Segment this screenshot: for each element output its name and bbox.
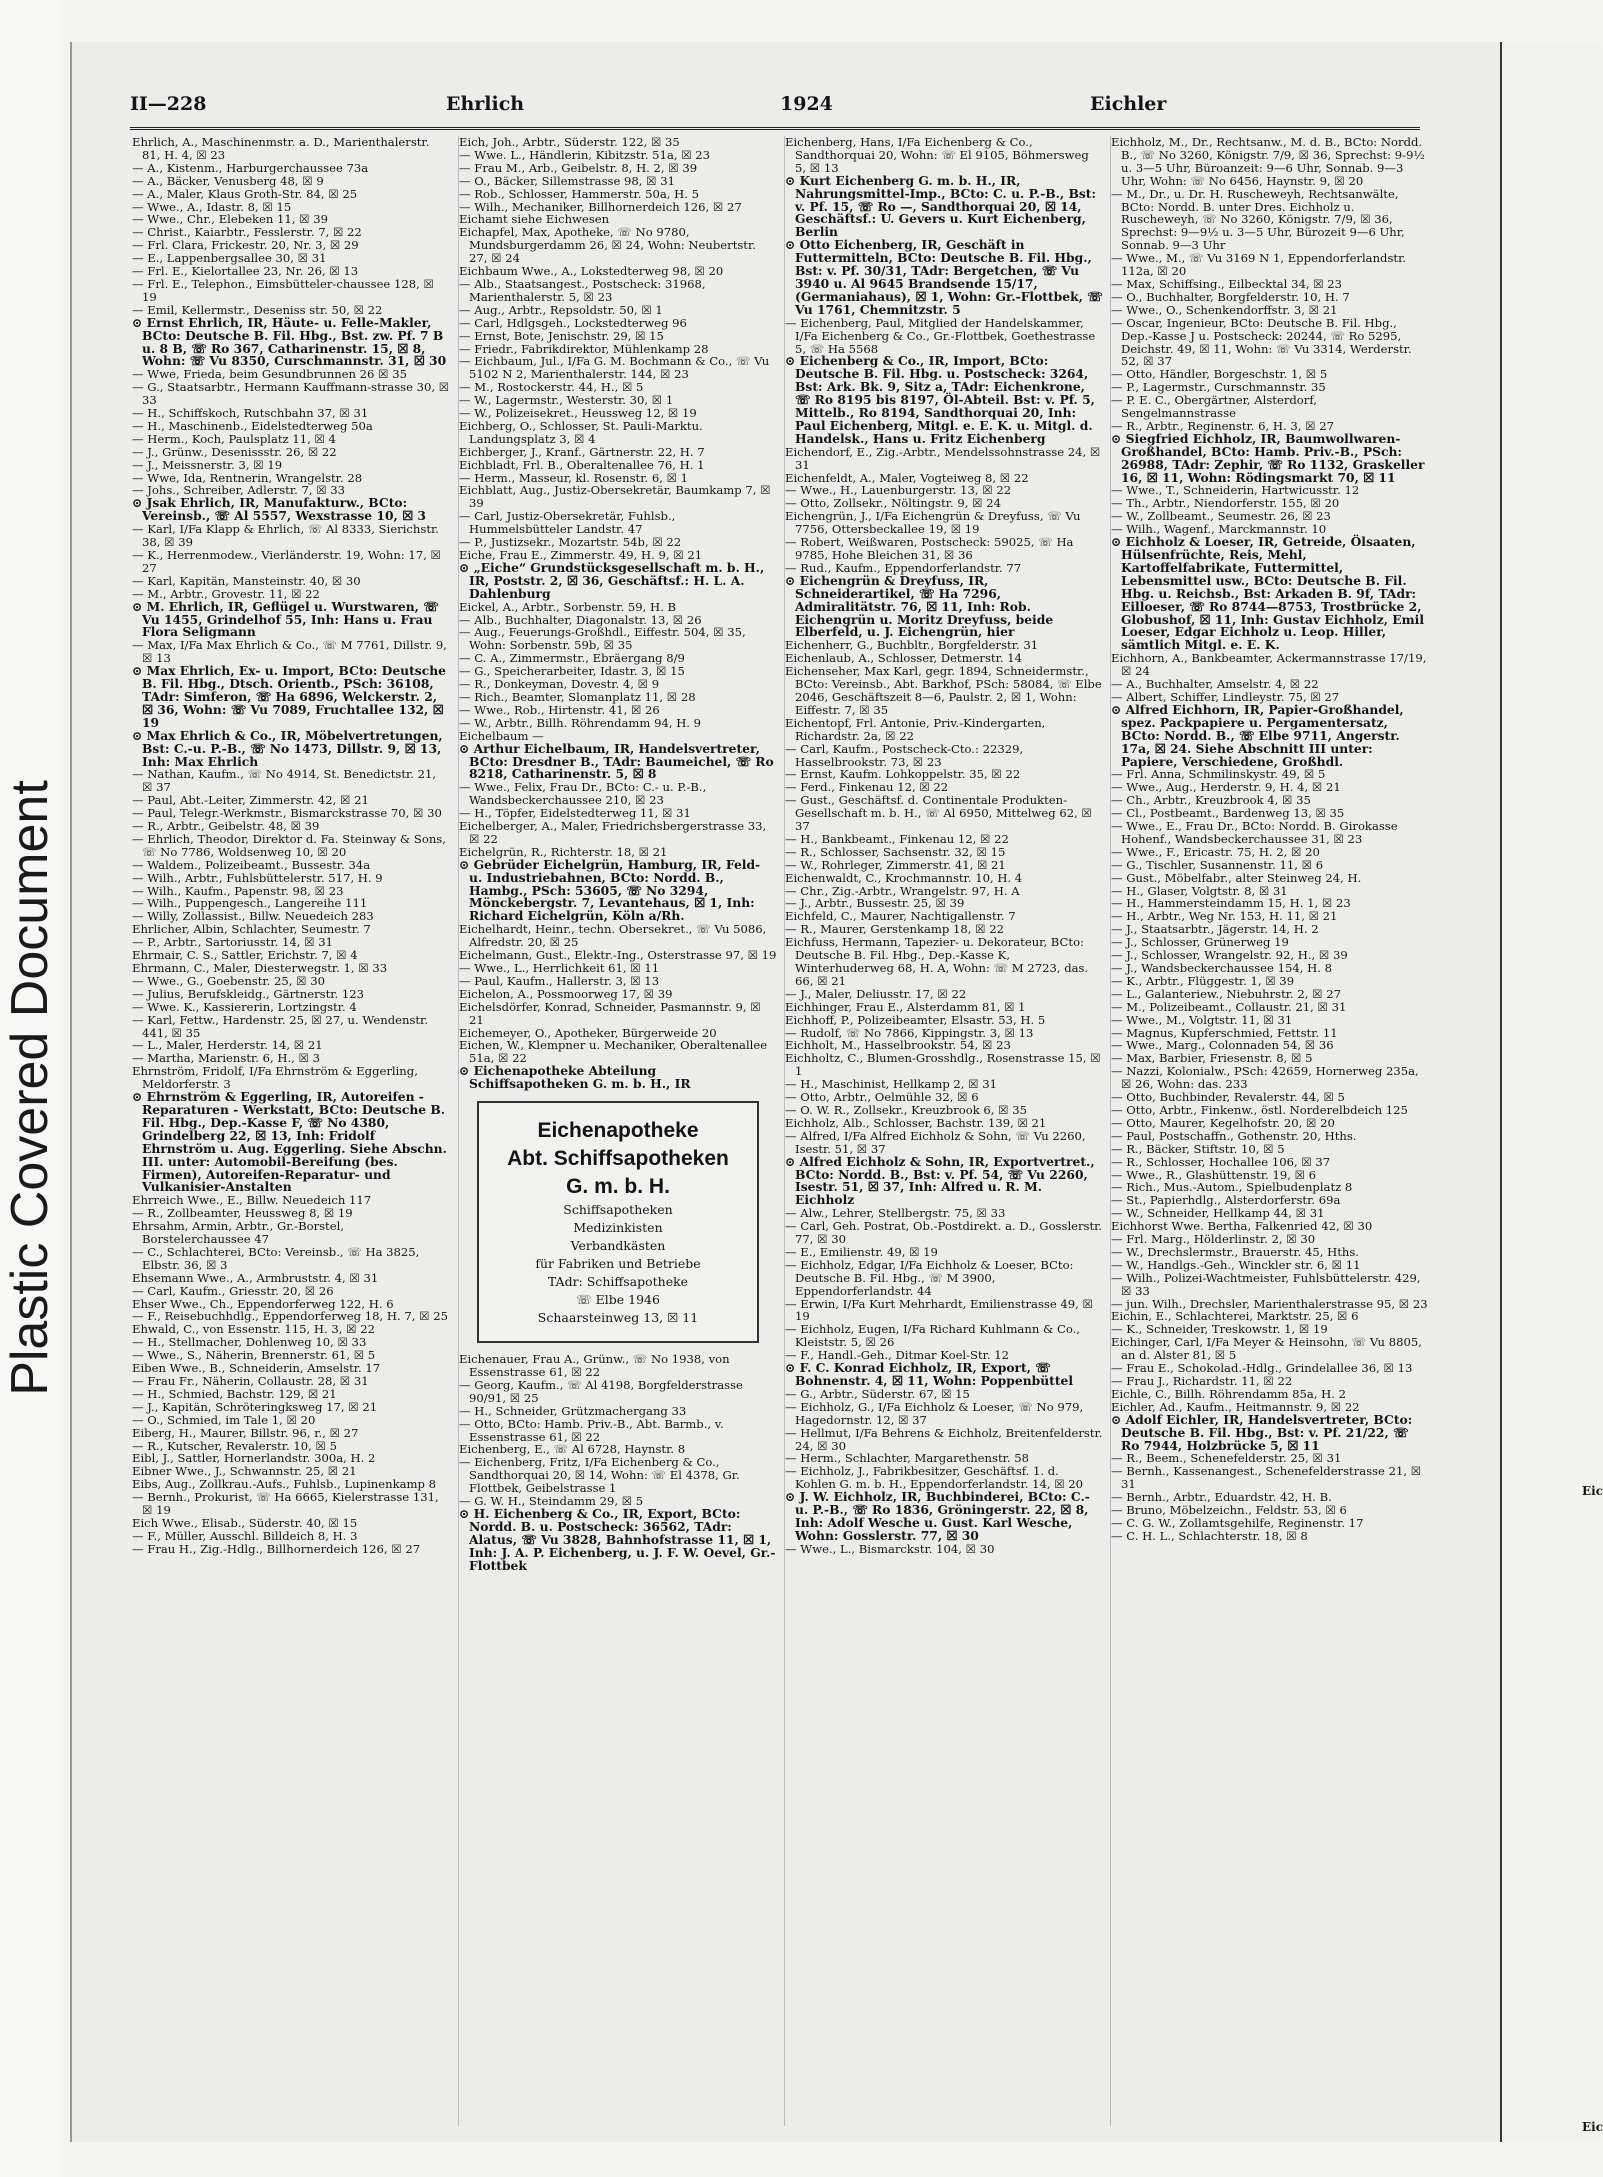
ad-line: Schiffsapotheken [563,1202,673,1218]
directory-entry: — Ch., Arbtr., Kreuzbrook 4, ☒ 35 [1111,793,1311,808]
directory-entry: — Herm., Koch, Paulsplatz 11, ☒ 4 [132,431,336,446]
directory-entry: — Wwe., G., Goebenstr. 25, ☒ 30 [132,973,325,988]
directory-entry: Ehrsahm, Armin, Arbtr., Gr.-Borstel, Borstelerchaussee 47 [132,1219,344,1247]
directory-entry: — Bernh., Kassenangest., Schenefelderstrasse 21, ☒ 31 [1111,1464,1422,1492]
directory-entry: — R., Donkeyman, Dovestr. 4, ☒ 9 [459,677,660,692]
directory-entry: — H., Schmied, Bachstr. 129, ☒ 21 [132,1386,337,1401]
directory-entry: — Wwe., L., Bismarckstr. 104, ☒ 30 [785,1541,995,1556]
directory-entry: — Otto, Arbtr., Finkenw., östl. Norderelbdeich 125 [1111,1102,1408,1117]
directory-entry: — Th., Arbtr., Niendorferstr. 155, ☒ 20 [1111,496,1340,511]
directory-entry: — Gust., Geschäftsf. d. Continentale Produkten-Gesellschaft m. b. H., ☏ Al 6950, Mittelweg 62, ☒ 37 [785,793,1092,834]
directory-entry: — Wwe., Rob., Hirtenstr. 41, ☒ 26 [459,702,660,717]
directory-entry: — Julius, Berufskleidg., Gärtnerstr. 123 [132,986,365,1001]
directory-entry: — Wwe., M., ☏ Vu 3169 N 1, Eppendorferlandstr. 112a, ☒ 20 [1111,251,1407,279]
ad-title: Abt. Schiffsapotheken [507,1147,729,1171]
directory-entry: — R., Arbtr., Geibelstr. 48, ☒ 39 [132,819,320,834]
directory-entry: Ehrmair, C. S., Sattler, Erichstr. 7, ☒ 4 [132,948,358,963]
directory-entry: — P. E. C., Obergärtner, Alsterdorf, Sengelmannstrasse [1111,393,1317,421]
directory-entry: ⊙ Eichenberg & Co., IR, Import, BCto: Deutsche B. Fil. Hbg. u. Postscheck: 3264, Bst: Ark. Bk. 9, Sitz a, TAdr: Eichenkrone, ☏ Ro 8195 bis 8197, Öl-Abteil. Bst: v. Pf. 5, Mittelb., Ro 8194, Sandthorquai 20, Inh: Paul Eichenberg, Mitgl. e. E. K. u. Mitgl. d. Handelsk., Hans u. Fritz Eichenberg [785,353,1095,446]
directory-entry: Eichamt siehe Eichwesen [459,212,610,227]
directory-entry: — O., Schmied, im Tale 1, ☒ 20 [132,1412,316,1427]
directory-entry: ⊙ Alfred Eichholz & Sohn, IR, Exportvertret., BCto: Nordd. B., Bst: v. Pf. 54, ☏ Vu 2260, Isestr. 51, ☒ 37, Inh: Alfred u. R. M. Eichholz [785,1153,1095,1208]
directory-entry: — A., Kistenm., Harburgerchaussee 73a [132,160,369,175]
directory-entry: — J., Staatsarbtr., Jägerstr. 14, H. 2 [1111,922,1319,937]
directory-entry: Eichenseher, Max Karl, gegr. 1894, Schneidermstr., BCto: Vereinsb., Abt. Barkhof, PSch: 58084, ☏ Elbe 2046, Geschäftszeit 8—6, Paulstr. 2, ☒ 1, Wohn: Eiffestr. 7, ☒ 35 [785,664,1102,717]
directory-entry: Eichentopf, Frl. Antonie, Priv.-Kindergarten, Richardstr. 2a, ☒ 22 [785,715,1046,743]
directory-entry: — Otto, BCto: Hamb. Priv.-B., Abt. Barmb., v. Essenstrasse 61, ☒ 22 [459,1416,724,1444]
directory-entry: — Bernh., Arbtr., Eduardstr. 42, H. B. [1111,1490,1332,1505]
directory-entry: — L., Galanteriew., Niebuhrstr. 2, ☒ 27 [1111,986,1341,1001]
directory-entry: — Oscar, Ingenieur, BCto: Deutsche B. Fil. Hbg., Dep.-Kasse J u. Postscheck: 20244, ☏ Ro 5295, Deichstr. 49, ☒ 11, Wohn: ☏ Vu 3314, Werderstr. 52, ☒ 37 [1111,315,1412,369]
ad-line: für Fabriken und Betriebe [535,1256,701,1272]
directory-entry: — Max, I/Fa Max Ehrlich & Co., ☏ M 7761, Dillstr. 9, ☒ 13 [132,638,447,666]
directory-entry: — G., Speicherarbeiter, Idastr. 3, ☒ 15 [459,664,685,679]
directory-entry: — Albert, Schiffer, Lindleystr. 75, ☒ 27 [1111,689,1340,704]
directory-entry: Eichfeld, C., Maurer, Nachtigallenstr. 7 [785,909,1016,924]
directory-entry: — Wwe., O., Schenkendorffstr. 3, ☒ 21 [1111,302,1338,317]
directory-entry: — P., Arbtr., Sartoriusstr. 14, ☒ 31 [132,935,334,950]
directory-entry: — W., Polizeisekret., Heussweg 12, ☒ 19 [459,406,697,421]
directory-entry: Eichelhardt, Heinr., techn. Obersekret., ☏ Vu 5086, Alfredstr. 20, ☒ 25 [459,922,767,950]
directory-entry: Ehrlicher, Albin, Schlachter, Seumestr. 7 [132,922,371,937]
directory-entry: Eichholz, Alb., Schlosser, Bachstr. 139, ☒ 21 [785,1115,1047,1130]
directory-entry: ⊙ H. Eichenberg & Co., IR, Export, BCto: Nordd. B. u. Postscheck: 36562, TAdr: Alatus, ☏ Vu 3828, Bahnhofstrasse 11, ☒ 1, Inh: J. A. P. Eichenberg, u. J. F. W. Oevel, Gr.-Flottbek [459,1505,776,1573]
directory-entry: Eichfuss, Hermann, Tapezier- u. Dekorateur, BCto: Deutsche B. Fil. Hbg., Dep.-Kasse K, Winterhuderweg 68, H. A, Wohn: ☏ M 2723, das. 66, ☒ 21 [785,935,1089,988]
directory-entry: Eichberg, O., Schlosser, St. Pauli-Marktu. Landungsplatz 3, ☒ 4 [459,418,703,446]
directory-entry: — H., Schiffskoch, Rutschbahn 37, ☒ 31 [132,406,369,421]
directory-entry: Eichelberger, A., Maler, Friedrichsbergerstrasse 33, ☒ 22 [459,819,767,846]
directory-entry: — A., Maler, Klaus Groth-Str. 84, ☒ 25 [132,186,358,201]
directory-entry: Ehrnström, Fridolf, I/Fa Ehrnström & Eggerling, Meldorferstr. 3 [132,1064,418,1092]
directory-entry: — Wwe., T., Schneiderin, Hartwicusstr. 12 [1111,483,1360,498]
directory-entry: — Aug., Arbtr., Repsoldstr. 50, ☒ 1 [459,302,663,317]
directory-entry: — Wwe., L., Herrlichkeit 61, ☒ 11 [459,961,660,975]
directory-entry: — Max, Schiffsing., Eilbecktal 34, ☒ 23 [1111,276,1343,291]
edge-mark: Eic [1582,1484,1603,1498]
directory-entry: Eichholt, M., Hasselbrookstr. 54, ☒ 23 [785,1038,1011,1053]
directory-entry: ⊙ Max Ehrlich, Ex- u. Import, BCto: Deutsche B. Fil. Hbg., Dtsch. Orientb., PSch: 36108, TAdr: Simferon, ☏ Ha 6896, Welckerstr. 2, ☒ 36, Wohn: ☏ Vu 7089, Fruchtallee 132, ☒ 19 [132,663,446,730]
directory-entry: Eichelmann, Gust., Elektr.-Ing., Osterstrasse 97, ☒ 19 [459,948,777,963]
directory-entry: — J., Kapitän, Schröteringksweg 17, ☒ 21 [132,1399,378,1414]
directory-entry: ⊙ Gebrüder Eichelgrün, Hamburg, IR, Feld- u. Industriebahnen, BCto: Nordd. B., Hambg., PSch: 53605, ☏ No 3294, Mönckebergstr. 7, Levantehaus, ☒ 1, Inh: Richard Eichelgrün, Köln a/Rh. [459,856,761,924]
directory-entry: — St., Papierhdlg., Alsterdorferstr. 69a [1111,1193,1341,1208]
ad-line: Verbandkästen [570,1238,666,1254]
directory-entry: — R., Arbtr., Reginenstr. 6, H. 3, ☒ 27 [1111,418,1334,433]
directory-entry: — Martha, Marienstr. 6, H., ☒ 3 [132,1051,320,1066]
directory-entry: — Carl, Justiz-Obersekretär, Fuhlsb., Hummelsbütteler Landstr. 47 [459,509,676,537]
directory-entry: — W., Handlgs.-Geh., Winckler str. 6, ☒ 11 [1111,1257,1361,1272]
directory-entry: — Carl, Kaufm., Postscheck-Cto.: 22329, Hasselbrookstr. 73, ☒ 23 [785,741,1024,769]
directory-entry: Eibner Wwe., J., Schwannstr. 25, ☒ 21 [132,1464,357,1479]
directory-entry: — K., Herrenmodew., Vierländerstr. 19, Wohn: 17, ☒ 27 [132,548,441,575]
directory-entry: ⊙ Adolf Eichler, IR, Handelsvertreter, BCto: Deutsche B. Fil. Hbg., Bst: v. Pf. 21/22, ☏ Ro 7944, Holzbrücke 5, ☒ 11 [1111,1411,1413,1453]
header-year: 1924 [780,93,833,115]
ad-title: G. m. b. H. [566,1175,670,1199]
directory-entry: ⊙ Kurt Eichenberg G. m. b. H., IR, Nahrungsmittel-Imp., BCto: C. u. P.-B., Bst: v. Pf. 15, ☏ Ro —, Sandthorquai 20, ☒ 14, Geschäftsf.: U. Gevers u. Kurt Eichenberg, Berlin [785,172,1096,240]
directory-entry: — J., Schlosser, Grünerweg 19 [1111,935,1289,950]
directory-entry: — L., Maler, Herderstr. 14, ☒ 21 [132,1038,323,1053]
directory-entry: — F., Müller, Ausschl. Billdeich 8, H. 3 [132,1528,358,1543]
directory-entry: — M., Arbtr., Grovestr. 11, ☒ 22 [132,586,320,601]
directory-entry: ⊙ Siegfried Eichholz, IR, Baumwollwaren-Großhandel, BCto: Hamb. Priv.-B., PSch: 26988, TAdr: Zephir, ☏ Ro 1132, Graskeller 16, ☒ 11, Wohn: Rödingsmarkt 70, ☒ 11 [1111,430,1425,485]
directory-entry: — Herm., Schlachter, Margarethenstr. 58 [785,1451,1029,1466]
directory-entry: Eichenwaldt, C., Krochmannstr. 10, H. 4 [785,870,1023,885]
directory-entry: Ehsemann Wwe., A., Armbruststr. 4, ☒ 31 [132,1270,379,1285]
directory-entry: — Ernst, Bote, Jenischstr. 29, ☒ 15 [459,328,664,343]
directory-entry: — R., Zollbeamter, Heussweg 8, ☒ 19 [132,1206,353,1221]
directory-entry: — Wwe., M., Volgtstr. 11, ☒ 31 [1111,1012,1293,1027]
directory-entry: — O. W. R., Zollsekr., Kreuzbrook 6, ☒ 35 [785,1102,1027,1117]
header-left-word: Ehrlich [446,93,525,115]
directory-entry: — H., Maschinenb., Eidelstedterweg 50a [132,418,373,433]
directory-entry: — Wwe., Marg., Colonnaden 54, ☒ 36 [1111,1038,1334,1053]
directory-entry: ⊙ Otto Eichenberg, IR, Geschäft in Futtermitteln, BCto: Deutsche B. Fil. Hbg., Bst: v. Pf. 30/31, TAdr: Bergetchen, ☏ Vu 3940 u. Al 9645 Brandsende 15/17, (Germaniahaus), ☒ 1, Wohn: Gr.-Flottbek, ☏ Vu 1761, Chemnitzstr. 5 [785,237,1103,317]
directory-entry: — Wwe., A., Idastr. 8, ☒ 15 [132,199,292,214]
directory-entry: — E., Emilienstr. 49, ☒ 19 [785,1244,938,1259]
directory-entry: Eichenberg, E., ☏ Al 6728, Haynstr. 8 [459,1442,686,1457]
directory-entry: — Wilh., Polizei-Wachtmeister, Fuhlsbüttelerstr. 429, ☒ 33 [1111,1270,1421,1298]
directory-entry: — Friedr., Fabrikdirektor, Mühlenkamp 28 [459,341,709,356]
directory-entry: — Wwe. K., Kassiererin, Lortzingstr. 4 [132,999,357,1014]
directory-entry: Eichen, W., Klempner u. Mechaniker, Oberaltenallee 51a, ☒ 22 [459,1038,768,1066]
directory-entry: — Paul, Abt.-Leiter, Zimmerstr. 42, ☒ 21 [132,793,369,808]
directory-entry: — Rudolf, ☏ No 7866, Kippingstr. 3, ☒ 13 [785,1025,1034,1040]
directory-entry: — Ferd., Finkenau 12, ☒ 22 [785,780,949,795]
directory-entry: Eiben Wwe., B., Schneiderin, Amselstr. 17 [132,1361,381,1376]
directory-entry: — Karl, Fettw., Hardenstr. 25, ☒ 27, u. Wendenstr. 441, ☒ 35 [132,1012,428,1040]
directory-entry: — K., Arbtr., Flüggestr. 1, ☒ 39 [1111,973,1295,988]
directory-entry: — P., Justizsekr., Mozartstr. 54b, ☒ 22 [459,535,682,550]
directory-entry: — G. W. H., Steindamm 29, ☒ 5 [459,1494,644,1509]
directory-column-1 [132,136,450,2126]
directory-entry: Eichholtz, C., Blumen-Grosshdlg., Rosenstrasse 15, ☒ 1 [785,1051,1101,1079]
directory-entry: — Rob., Schlosser, Hammerstr. 50a, H. 5 [459,186,700,201]
directory-entry: — Johs., Schreiber, Adlerstr. 7, ☒ 33 [132,483,346,498]
directory-entry: — R., Schlosser, Sachsenstr. 32, ☒ 15 [785,844,1006,859]
directory-entry: — A., Buchhalter, Amselstr. 4, ☒ 22 [1111,677,1319,692]
directory-entry: — Wwe., Chr., Elebeken 11, ☒ 39 [132,212,329,227]
directory-entry: — Frau M., Arb., Geibelstr. 8, H. 2, ☒ 39 [459,160,698,175]
directory-entry: — Carl, Geh. Postrat, Ob.-Postdirekt. a. D., Gosslerstr. 77, ☒ 30 [785,1219,1103,1247]
directory-entry: — Frl. Anna, Schmilinskystr. 49, ☒ 5 [1111,767,1326,782]
directory-entry: — Eichenberg, Paul, Mitglied der Handelskammer, I/Fa Eichenberg & Co., Gr.-Flottbek, Goethestrasse 5, ☏ Ha 5568 [785,315,1096,356]
ad-line: Medizinkisten [573,1220,663,1236]
directory-entry: Eichenberg, Hans, I/Fa Eichenberg & Co., Sandthorquai 20, Wohn: ☏ El 9105, Böhmersweg 5, ☒ 13 [785,135,1089,175]
directory-entry: — Carl, Kaufm., Griesstr. 20, ☒ 26 [132,1283,334,1298]
directory-entry: ⊙ J. W. Eichholz, IR, Buchbinderei, BCto: C.- u. P.-B., ☏ Ro 1836, Gröningerstr. 22, ☒ 8, Inh: Adolf Wesche u. Gust. Karl Wesche, Wohn: Gosslerstr. 77, ☒ 30 [785,1489,1090,1543]
directory-entry: ⊙ Ernst Ehrlich, IR, Häute- u. Felle-Makler, BCto: Deutsche B. Fil. Hbg., Bst. zw. Pf. 7 B u. 8 B, ☏ Ro 367, Catharinenstr. 15, ☒ 8, Wohn: ☏ Vu 8350, Curschmannstr. 31, ☒ 30 [132,314,447,369]
directory-entry: — Wilh., Mechaniker, Billhornerdeich 126, ☒ 27 [459,199,742,214]
edge-mark: Eic [1582,2120,1603,2134]
directory-entry: — H., Hammersteindamm 15, H. 1, ☒ 23 [1111,896,1351,911]
directory-entry: — Bruno, Möbelzeichn., Feldstr. 53, ☒ 6 [1111,1503,1347,1518]
advertisement-box [477,1101,759,1343]
directory-entry: — W., Zollbeamt., Seumestr. 26, ☒ 23 [1111,509,1331,524]
directory-entry: — Herm., Masseur, kl. Rosenstr. 6, ☒ 1 [459,470,689,485]
directory-entry: — Magnus, Kupferschmied, Fettstr. 11 [1111,1025,1338,1040]
directory-entry: Eichle, C., Billh. Röhrendamm 85a, H. 2 [1111,1386,1347,1401]
directory-entry: — M., Dr., u. Dr. H. Ruscheweyh, Rechtsanwälte, BCto: Nordd. B. unter Dres. Eichholz u. Ruscheweyh, ☏ No 3260, Königstr. 7/9, ☒ 36, Sprechst: 9—9½ u. 3—5 Uhr, Bürozeit 9—6 Uhr, Sonnab. 9—3 Uhr [1111,186,1405,253]
directory-entry: Eichelsdörfer, Konrad, Schneider, Pasmannstr. 9, ☒ 21 [459,999,761,1027]
directory-entry: Eiche, Frau E., Zimmerstr. 49, H. 9, ☒ 21 [459,548,703,562]
directory-entry: — Paul, Telegr.-Werkmstr., Bismarckstrasse 70, ☒ 30 [132,806,442,821]
directory-entry: Eichelon, A., Possmoorweg 17, ☒ 39 [459,986,673,1001]
directory-entry: — J., Maler, Deliusstr. 17, ☒ 22 [785,986,967,1001]
directory-entry: Ehrreich Wwe., E., Billw. Neuedeich 117 [132,1193,372,1208]
next-page-edge [1500,42,1602,2142]
directory-entry: ⊙ Jsak Ehrlich, IR, Manufakturw., BCto: Vereinsb., ☏ Al 5557, Wexstrasse 10, ☒ 3 [132,495,426,524]
directory-entry: — C., Schlachterei, BCto: Vereinsb., ☏ Ha 3825, Elbstr. 36, ☒ 3 [132,1244,420,1272]
directory-entry: — Otto, Maurer, Kegelhofstr. 20, ☒ 20 [1111,1115,1335,1130]
directory-entry: — Wilh., Puppengesch., Langereihe 111 [132,896,368,911]
directory-entry: — F., Handl.-Geh., Ditmar Koel-Str. 12 [785,1348,1010,1363]
directory-entry: — H., Töpfer, Eidelstedterweg 11, ☒ 31 [459,806,691,821]
directory-entry: — J., Meissnerstr. 3, ☒ 19 [132,457,283,472]
directory-entry: — Rud., Kaufm., Eppendorferlandstr. 77 [785,560,1022,575]
directory-entry: — Paul, Kaufm., Hallerstr. 3, ☒ 13 [459,973,660,988]
directory-entry: Eickel, A., Arbtr., Sorbenstr. 59, H. B [459,599,676,614]
directory-entry: — Frl. Clara, Frickestr. 20, Nr. 3, ☒ 29 [132,238,359,253]
directory-entry: — Nathan, Kaufm., ☏ No 4914, St. Benedictstr. 21, ☒ 37 [132,767,437,795]
directory-entry: — Rich., Mus.-Autom., Spielbudenplatz 8 [1111,1180,1353,1195]
directory-entry: — Cl., Postbeamt., Bardenweg 13, ☒ 35 [1111,806,1345,821]
directory-entry: Ehser Wwe., Ch., Eppendorferweg 122, H. 6 [132,1296,394,1311]
directory-entry: Eichinger, Carl, I/Fa Meyer & Heinsohn, ☏ Vu 8805, an d. Alster 81, ☒ 5 [1111,1335,1422,1363]
page-header [130,93,1420,130]
directory-entry: Eibs, Aug., Zollkrau.-Aufs., Fuhlsb., Lupinenkamp 8 [132,1477,436,1492]
directory-entry: — Wwe., S., Näherin, Brennerstr. 61, ☒ 5 [132,1348,376,1363]
directory-entry: — W., Schneider, Hellkamp 44, ☒ 31 [1111,1206,1325,1221]
directory-entry: ⊙ Eichengrün & Dreyfuss, IR, Schneiderartikel, ☏ Ha 7296, Admiralitätstr. 76, ☒ 11, Inh: Rob. Eichengrün u. Moritz Dreyfuss, beide Elberfeld, u. J. Eichengrün, hier [785,572,1054,640]
directory-entry: — Frau J., Richardstr. 11, ☒ 22 [1111,1374,1293,1388]
directory-entry: — H., Bankbeamt., Finkenau 12, ☒ 22 [785,831,1009,846]
directory-entry: Eiberg, H., Maurer, Billstr. 96, r., ☒ 27 [132,1425,359,1440]
directory-entry: — Ehrlich, Theodor, Direktor d. Fa. Steinway & Sons, ☏ No 7786, Woldsenweg 10, ☒ 20 [132,831,446,859]
directory-entry: — jun. Wilh., Drechsler, Marienthalerstrasse 95, ☒ 23 [1111,1296,1428,1311]
directory-entry: — Erwin, I/Fa Kurt Mehrhardt, Emilienstrasse 49, ☒ 19 [785,1296,1093,1324]
directory-entry: Eichenauer, Frau A., Grünw., ☏ No 1938, von Essenstrasse 61, ☒ 22 [459,1352,730,1379]
directory-entry: Ehrlich, A., Maschinenmstr. a. D., Marienthalerstr. 81, H. 4, ☒ 23 [132,135,430,162]
directory-entry: — M., Rostockerstr. 44, H., ☒ 5 [459,380,644,395]
directory-entry: — Wwe., Aug., Herderstr. 9, H. 4, ☒ 21 [1111,780,1341,795]
directory-column-4 [1110,136,1429,2126]
directory-entry: Eichhoff, P., Polizeibeamter, Elsastr. 53, H. 5 [785,1012,1046,1027]
directory-entry: Eichberger, J., Kranf., Gärtnerstr. 22, H. 7 [459,444,705,459]
directory-entry: — R., Beem., Schenefelderstr. 25, ☒ 31 [1111,1451,1342,1466]
directory-entry: — Eichholz, Eugen, I/Fa Richard Kuhlmann & Co., Kleiststr. 5, ☒ 26 [785,1322,1080,1350]
directory-entry: — Ernst, Kaufm. Lohkoppelstr. 35, ☒ 22 [785,767,1021,782]
directory-entry: Eichblatt, Aug., Justiz-Obersekretär, Baumkamp 7, ☒ 39 [459,483,771,511]
directory-entry: Eichhinger, Frau E., Alsterdamm 81, ☒ 1 [785,999,1026,1014]
directory-entry: — K., Schneider, Treskowstr. 1, ☒ 19 [1111,1322,1328,1337]
directory-entry: — Otto, Zollsekr., Nöltingstr. 9, ☒ 24 [785,496,1001,511]
directory-entry: — Frau Fr., Näherin, Collaustr. 28, ☒ 31 [132,1374,369,1388]
directory-entry: — Frl. E., Kielortallee 23, Nr. 26, ☒ 13 [132,264,359,279]
ad-line: ☏ Elbe 1946 [576,1292,660,1308]
directory-entry: ⊙ M. Ehrlich, IR, Geflügel u. Wurstwaren, ☏ Vu 1455, Grindelhof 55, Inh: Hans u. Frau Flora Seligmann [132,598,439,640]
directory-entry: — Wilh., Arbtr., Fuhlsbüttelerstr. 517, H. 9 [132,870,383,885]
directory-entry: — Paul, Postschaffn., Gothenstr. 20, Hths. [1111,1128,1357,1143]
directory-entry: — Waldem., Polizeibeamt., Bussestr. 34a [132,857,371,872]
directory-entry: — Chr., Zig.-Arbtr., Wrangelstr. 97, H. A [785,883,1020,898]
directory-entry: — P., Lagermstr., Curschmannstr. 35 [1111,380,1326,395]
directory-entry: Eibl, J., Sattler, Hornerlandstr. 300a, H. 2 [132,1451,376,1466]
side-label: Plastic Covered Document [1,780,59,1396]
directory-entry: Eichenherr, G., Buchbltr., Borgfelderstr. 31 [785,638,1039,653]
directory-entry: — Alfred, I/Fa Alfred Eichholz & Sohn, ☏ Vu 2260, Isestr. 51, ☒ 37 [785,1128,1086,1156]
directory-entry: — Carl, Hdlgsgeh., Lockstedterweg 96 [459,315,687,330]
directory-entry: — Wwe, Frieda, beim Gesundbrunnen 26 ☒ 35 [132,367,407,382]
directory-entry: — W., Rohrleger, Zimmerstr. 41, ☒ 21 [785,857,1006,872]
directory-entry: — Eichenberg, Fritz, I/Fa Eichenberg & Co., Sandthorquai 20, ☒ 14, Wohn: ☏ El 4378, Gr. Flottbek, Geibelstrasse 1 [459,1455,740,1496]
directory-entry: — Alw., Lehrer, Stellbergstr. 75, ☒ 33 [785,1206,1006,1221]
directory-entry: ⊙ Arthur Eichelbaum, IR, Handelsvertreter, BCto: Dresdner B., TAdr: Baumeichel, ☏ Ro 8218, Catharinenstr. 5, ☒ 8 [459,740,774,782]
directory-entry: — Frl. E., Telephon., Eimsbütteler-chaussee 128, ☒ 19 [132,276,434,304]
directory-entry: Eich, Joh., Arbtr., Süderstr. 122, ☒ 35 [459,135,680,149]
directory-entry: Eichin, E., Schlachterei, Marktstr. 25, ☒ 6 [1111,1309,1359,1324]
directory-entry: — F., Reisebuchhdlg., Eppendorferweg 18, H. 7, ☒ 25 [132,1309,448,1324]
directory-entry: — H., Glaser, Volgtstr. 8, ☒ 31 [1111,883,1288,898]
directory-entry: Eichengrün, J., I/Fa Eichengrün & Dreyfuss, ☏ Vu 7756, Ottersbeckallee 19, ☒ 19 [785,509,1081,537]
directory-entry: — G., Arbtr., Süderstr. 67, ☒ 15 [785,1386,970,1401]
directory-entry: — Eichbaum, Jul., I/Fa G. M. Bochmann & Co., ☏ Vu 5102 N 2, Marienthalerstr. 144, ☒ 23 [459,354,770,382]
directory-entry: ⊙ Eichenapotheke Abteilung Schiffsapotheken G. m. b. H., IR [459,1063,691,1092]
directory-entry: — Wwe., Felix, Frau Dr., BCto: C.- u. P.-B., Wandsbeckerchaussee 210, ☒ 23 [459,780,707,808]
directory-entry: — Karl, I/Fa Klapp & Ehrlich, ☏ Al 8333, Sierichstr. 38, ☒ 39 [132,522,439,550]
directory-column-2 [458,136,777,2126]
directory-entry: — J., Grünw., Desenissstr. 26, ☒ 22 [132,444,337,459]
directory-entry: — R., Bäcker, Stiftstr. 10, ☒ 5 [1111,1141,1285,1156]
directory-entry: — Rich., Beamter, Slomanplatz 11, ☒ 28 [459,689,696,704]
directory-entry: — R., Kutscher, Revalerstr. 10, ☒ 5 [132,1438,337,1453]
directory-entry: — H., Schneider, Grützmachergang 33 [459,1403,687,1418]
directory-entry: ⊙ F. C. Konrad Eichholz, IR, Export, ☏ Bohnenstr. 4, ☒ 11, Wohn: Poppenbüttel [785,1360,1074,1388]
directory-entry: — Christ., Kaiarbtr., Fesslerstr. 7, ☒ 22 [132,225,362,240]
directory-entry: — Alb., Staatsangest., Postscheck: 31968, Marienthalerstr. 5, ☒ 23 [459,276,706,304]
directory-entry: — H., Maschinist, Hellkamp 2, ☒ 31 [785,1077,998,1092]
directory-entry: — Eichholz, Edgar, I/Fa Eichholz & Loeser, BCto: Deutsche B. Fil. Hbg., ☏ M 3900, Eppendorferlandstr. 44 [785,1257,1074,1298]
directory-entry: — Frau E., Schokolad.-Hdlg., Grindelallee 36, ☒ 13 [1111,1361,1413,1376]
side-label-strip [0,0,60,2177]
directory-entry: — E., Lappenbergsallee 30, ☒ 31 [132,251,327,266]
directory-entry: ⊙ Eichholz & Loeser, IR, Getreide, Ölsaaten, Hülsenfrüchte, Reis, Mehl, Kartoffelfabrikate, Futtermittel, Lebensmittel usw., BCto: Deutsche B. Fil. Hbg. u. Reichsb., Bst: Arkaden B. 9f, TAdr: Eilloeser, ☏ Ro 8744—8753, Trostbrücke 2, Globushof, ☒ 11, Inh: Gustav Eichholz, Emil Loeser, Edgar Eichholz u. Leop. Hiller, sämtlich Mitgl. e. E. K. [1111,534,1424,653]
directory-entry: — Bernh., Prokurist, ☏ Ha 6665, Kielerstrasse 131, ☒ 19 [132,1490,439,1518]
directory-entry: — Frl. Marg., Hölderlinstr. 2, ☒ 30 [1111,1232,1316,1247]
directory-entry: — C. G. W., Zollamtsgehilfe, Reginenstr. 17 [1111,1515,1364,1530]
directory-entry: Eichhorn, A., Bankbeamter, Ackermannstrasse 17/19, ☒ 24 [1111,651,1427,679]
directory-entry: — R., Maurer, Gerstenkamp 18, ☒ 22 [785,922,1004,937]
ad-title: Eichenapotheke [537,1119,699,1143]
directory-entry: — Karl, Kapitän, Mansteinstr. 40, ☒ 30 [132,573,361,588]
directory-entry: — Hellmut, I/Fa Behrens & Eichholz, Breitenfelderstr. 24, ☒ 30 [785,1425,1103,1453]
header-right-word: Eichler [1090,93,1167,115]
directory-entry: — Gust., Möbelfabr., alter Steinweg 24, H. [1111,870,1362,885]
directory-entry: — Max, Barbier, Friesenstr. 8, ☒ 5 [1111,1051,1313,1066]
directory-entry: Eichendorf, E., Zig.-Arbtr., Mendelssohnstrasse 24, ☒ 31 [785,444,1101,472]
directory-entry: — Wwe., H., Lauenburgerstr. 13, ☒ 22 [785,483,1012,498]
ad-line: Schaarsteinweg 13, ☒ 11 [537,1310,699,1326]
directory-entry: — H., Arbtr., Weg Nr. 153, H. 11, ☒ 21 [1111,909,1338,924]
directory-entry: — C. A., Zimmermstr., Ebräergang 8/9 [459,651,685,666]
page-number: II—228 [130,93,207,115]
directory-entry: — C. H. L., Schlachterstr. 18, ☒ 8 [1111,1528,1308,1543]
directory-entry: — J., Schlosser, Wrangelstr. 92, H., ☒ 39 [1111,948,1348,963]
directory-entry: ⊙ Ehrnström & Eggerling, IR, Autoreifen - Reparaturen - Werkstatt, BCto: Deutsche B. Fil. Hbg., Dep.-Kasse F, ☏ No 4380, Grindelberg 22, ☒ 13, Inh: Fridolf Ehrnström u. Aug. Eggerling. Siehe Abschn. III. unter: Automobil-Bereifung (bes. Firmen), Autoreifen-Reparatur- und Vulkanisier-Anstalten [132,1089,447,1195]
directory-entry: — Willy, Zollassist., Billw. Neuedeich 283 [132,909,374,924]
directory-entry: — Otto, Arbtr., Oelmühle 32, ☒ 6 [785,1090,979,1105]
directory-entry: Eichbaum Wwe., A., Lokstedterweg 98, ☒ 20 [459,264,724,279]
directory-entry: — Wwe, Ida, Rentnerin, Wrangelstr. 28 [132,470,363,485]
directory-entry: — Eichholz, G., I/Fa Eichholz & Loeser, ☏ No 979, Hagedornstr. 12, ☒ 37 [785,1399,1084,1427]
directory-entry: — H., Stellmacher, Dohlenweg 10, ☒ 33 [132,1335,367,1350]
directory-column-3 [784,136,1103,2126]
directory-entry: — G., Staatsarbtr., Hermann Kauffmann-strasse 30, ☒ 33 [132,380,450,408]
directory-entry: Eichholz, M., Dr., Rechtsanw., M. d. B., BCto: Nordd. B., ☏ No 3260, Königstr. 7/9, ☒ 36, Sprechst: 9-9½ u. 3—5 Uhr, Büroanzeit: 9—6 Uhr, Sonnab. 9—3 Uhr, Wohn: ☏ No 6456, Haynstr. 9, ☒ 20 [1111,135,1425,188]
directory-entry: — Frau H., Zig.-Hdlg., Billhornerdeich 126, ☒ 27 [132,1541,421,1556]
directory-entry: — W., Drechslermstr., Brauerstr. 45, Hths. [1111,1244,1359,1259]
directory-entry: — Wwe. L., Händlerin, Kibitzstr. 51a, ☒ 23 [459,147,711,162]
directory-entry: — Wwe., E., Frau Dr., BCto: Nordd. B. Girokasse Hohenf., Wandsbeckerchaussee 31, ☒ 23 [1111,819,1398,846]
directory-entry: — W., Lagermstr., Westerstr. 30, ☒ 1 [459,393,674,408]
directory-entry: — Robert, Weißwaren, Postscheck: 59025, ☏ Ha 9785, Hohe Bleichen 31, ☒ 36 [785,535,1074,562]
directory-entry: — Georg, Kaufm., ☏ Al 4198, Borgfelderstrasse 90/91, ☒ 25 [459,1377,743,1405]
directory-entry: Eichelgrün, R., Richterstr. 18, ☒ 21 [459,844,668,859]
directory-entry: Eichapfel, Max, Apotheke, ☏ No 9780, Mundsburgerdamm 26, ☒ 24, Wohn: Neubertstr. 27, ☒ 24 [459,225,756,266]
directory-entry: Eichemeyer, O., Apotheker, Bürgerweide 20 [459,1025,717,1040]
directory-entry: — O., Buchhalter, Borgfelderstr. 10, H. 7 [1111,289,1350,304]
directory-entry: Eichelbaum — [459,728,544,743]
directory-entry: — Wwe., F., Ericastr. 75, H. 2, ☒ 20 [1111,844,1320,859]
directory-entry: Eichbladt, Frl. B., Oberaltenallee 76, H. 1 [459,457,705,472]
directory-entry: — Wilh., Wagenf., Marckmannstr. 10 [1111,522,1327,537]
directory-entry: — J., Wandsbeckerchaussee 154, H. 8 [1111,961,1332,975]
directory-entry: — A., Bäcker, Venusberg 48, ☒ 9 [132,173,324,188]
directory-entry: — W., Arbtr., Billh. Röhrendamm 94, H. 9 [459,715,702,730]
directory-entry: — Emil, Kellermstr., Deseniss str. 50, ☒ 22 [132,302,383,317]
directory-entry: — Otto, Händler, Borgeschstr. 1, ☒ 5 [1111,367,1328,382]
directory-entry: — J., Arbtr., Bussestr. 25, ☒ 39 [785,896,965,911]
directory-entry: Eichler, Ad., Kaufm., Heitmannstr. 9, ☒ 22 [1111,1399,1360,1414]
directory-entry: Eich Wwe., Elisab., Süderstr. 40, ☒ 15 [132,1515,358,1530]
directory-entry: Eichenlaub, A., Schlosser, Detmerstr. 14 [785,651,1022,666]
directory-entry: Ehwald, C., von Essenstr. 115, H. 3, ☒ 22 [132,1322,375,1337]
directory-entry: — M., Polizeibeamt., Collaustr. 21, ☒ 31 [1111,999,1347,1014]
directory-entry: — Wwe., R., Glashüttenstr. 19, ☒ 6 [1111,1167,1317,1182]
directory-entry: — Wilh., Kaufm., Papenstr. 98, ☒ 23 [132,883,344,898]
directory-entry: Eichhorst Wwe. Bertha, Falkenried 42, ☒ 30 [1111,1219,1373,1234]
directory-entry: ⊙ Alfred Eichhorn, IR, Papier-Großhandel, spez. Packpapiere u. Pergamentersatz, BCto: Nordd. B., ☏ Elbe 9711, Angerstr. 17a, ☒ 24. Siehe Abschnitt III unter: Papiere, Verschiedene, Großhdl. [1111,701,1404,769]
directory-entry: — R., Schlosser, Hochallee 106, ☒ 37 [1111,1154,1331,1169]
directory-entry: — Eichholz, J., Fabrikbesitzer, Geschäftsf. 1. d. Kohlen G. m. b. H., Eppendorferlandstr. 14, ☒ 20 [785,1464,1084,1492]
directory-entry: — Otto, Buchbinder, Revalerstr. 44, ☒ 5 [1111,1090,1345,1105]
directory-entry: ⊙ „Eiche“ Grundstücksgesellschaft m. b. H., IR, Poststr. 2, ☒ 36, Geschäftsf.: H. L. A. Dahlenburg [459,559,765,601]
directory-entry: Ehrmann, C., Maler, Diesterwegstr. 1, ☒ 33 [132,961,388,975]
directory-entry: — Alb., Buchhalter, Diagonalstr. 13, ☒ 26 [459,612,702,627]
directory-entry: — Nazzi, Kolonialw., PSch: 42659, Hornerweg 235a, ☒ 26, Wohn: das. 233 [1111,1064,1419,1092]
ad-line: TAdr: Schiffsapotheke [547,1274,689,1290]
directory-entry: — O., Bäcker, Sillemstrasse 98, ☒ 31 [459,173,675,188]
directory-entry: — G., Tischler, Susannenstr. 11, ☒ 6 [1111,857,1324,872]
directory-entry: ⊙ Max Ehrlich & Co., IR, Möbelvertretungen, Bst: C.-u. P.-B., ☏ No 1473, Dillstr. 9, ☒ 13, Inh: Max Ehrlich [132,727,443,769]
directory-entry: Eichenfeldt, A., Maler, Vogteiweg 8, ☒ 22 [785,470,1029,485]
directory-entry: — Aug., Feuerungs-Großhdl., Eiffestr. 504, ☒ 35, Wohn: Sorbenstr. 59b, ☒ 35 [459,625,746,653]
